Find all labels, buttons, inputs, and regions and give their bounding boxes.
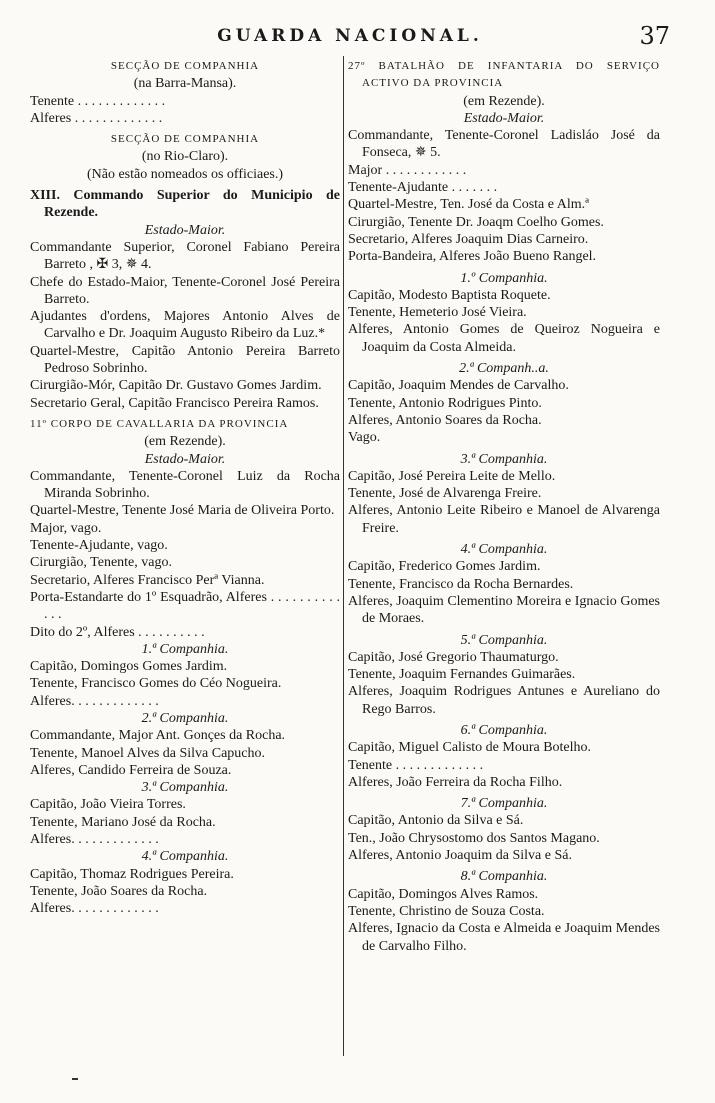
entry: Capitão, Antonio da Silva e Sá. (348, 813, 524, 829)
entry: Secretario Geral, Capitão Francisco Pereira Ramos. (30, 395, 319, 411)
entry: Capitão, Domingos Alves Ramos. (348, 886, 539, 902)
entry: Capitão, José Gregorio Thaumaturgo. (348, 649, 559, 665)
entry: Secretario, Alferes Joaquim Dias Carneiro. (348, 231, 589, 247)
entry: Commandante Superior, Coronel Fabiano Pereira Barreto , ✠ 3, ✵ 4. (30, 239, 340, 273)
entry: Capitão, João Vieira Torres. (30, 797, 186, 813)
section-title: SECÇÃO DE COMPANHIA (110, 133, 260, 146)
entry: Alferes, Antonio Gomes de Queiroz Nogueira e Joaquim da Costa Almeida. (348, 322, 660, 355)
entry: Capitão, Joaquim Mendes de Carvalho. (348, 378, 569, 394)
page-number: 37 (639, 22, 670, 50)
entry: Alferes, Candido Ferreira de Souza. (30, 762, 232, 778)
command-title: XIII. Commando Superior do Municipio de Rezende. (30, 188, 340, 221)
entry: Alferes, Antonio Soares da Rocha. (348, 412, 542, 428)
entry: Alferes, Antonio Leite Ribeiro e Manoel de Alvarenga Freire. (348, 503, 660, 536)
entry: Porta-Estandarte do 1º Esquadrão, Alferes . . . . . . . . . . . . . (30, 589, 340, 623)
company-title: 5.ª Companhia. (460, 632, 548, 648)
entry: Capitão, Modesto Baptista Roquete. (348, 287, 551, 303)
right-column (348, 58, 660, 955)
entry: Chefe do Estado-Maior, Tenente-Coronel José Pereira Barreto. (30, 274, 340, 307)
entry: Capitão, José Pereira Leite de Mello. (348, 468, 556, 484)
entry: Major, vago. (30, 520, 102, 536)
left-column (30, 58, 340, 918)
entry: Secretario, Alferes Francisco Perª Vianna. (30, 572, 265, 588)
entry: Ajudantes d'ordens, Majores Antonio Alves de Carvalho e Dr. Joaquim Augusto Ribeiro da Luz.* (30, 309, 340, 342)
entry: Porta-Bandeira, Alferes João Bueno Rangel. (348, 249, 597, 265)
entry: Ten., João Chrysostomo dos Santos Magano. (348, 830, 600, 846)
company-title: 1.ª Companhia. (141, 641, 229, 657)
page-header (30, 24, 670, 50)
section-title: 11º CORPO DE CAVALLARIA DA PROVINCIA (30, 417, 289, 430)
entry: Tenente . . . . . . . . . . . . . (348, 757, 484, 773)
company-title: 1.º Companhia. (460, 270, 548, 286)
entry: Tenente, Antonio Rodrigues Pinto. (348, 395, 542, 411)
section-note: (Não estão nomeados os officiaes.) (86, 166, 284, 182)
entry: Alferes, Joaquim Rodrigues Antunes e Aureliano do Rego Barros. (348, 684, 660, 717)
entry: Commandante, Tenente-Coronel Ladisláo José da Fonseca, ✵ 5. (348, 128, 660, 161)
entry: Dito do 2º, Alferes . . . . . . . . . . (30, 624, 205, 640)
section-place: (na Barra-Mansa). (133, 76, 237, 92)
section-place: (no Rio-Claro). (141, 149, 229, 165)
entry: Tenente, Joaquim Fernandes Guimarães. (348, 667, 576, 683)
entry: Quartel-Mestre, Capitão Antonio Pereira Barreto Pedroso Sobrinho. (30, 343, 340, 377)
entry: Alferes. . . . . . . . . . . . . (30, 693, 159, 709)
entry: Capitão, Domingos Gomes Jardim. (30, 659, 228, 675)
running-title: GUARDA NACIONAL. (217, 26, 483, 46)
entry: Tenente, Francisco Gomes do Céo Nogueira. (30, 676, 282, 692)
entry: Alferes, Joaquim Clementino Moreira e Ignacio Gomes de Moraes. (348, 593, 660, 627)
company-title: 8.ª Companhia. (460, 869, 548, 885)
company-title: 7.ª Companhia. (460, 796, 548, 812)
entry: Alferes, João Ferreira da Rocha Filho. (348, 774, 563, 790)
entry: Cirurgião, Tenente, vago. (30, 555, 172, 571)
entry: Tenente-Ajudante, vago. (30, 538, 168, 554)
entry: Alferes . . . . . . . . . . . . . (30, 110, 163, 126)
entry: Quartel-Mestre, Ten. José da Costa e Alm.ª (348, 197, 589, 213)
company-title: 4.ª Companhia. (141, 849, 229, 865)
entry: Quartel-Mestre, Tenente José Maria de Oliveira Porto. (30, 503, 335, 519)
entry: Cirurgião, Tenente Dr. Joaqm Coelho Gomes. (348, 214, 604, 230)
entry: Major . . . . . . . . . . . . (348, 162, 467, 178)
entry: Capitão, Frederico Gomes Jardim. (348, 559, 541, 575)
entry: Capitão, Miguel Calisto de Moura Botelho. (348, 740, 592, 756)
column-divider (343, 56, 344, 1056)
page-mark (72, 1078, 78, 1080)
company-title: 3.ª Companhia. (460, 451, 548, 467)
entry: Alferes. . . . . . . . . . . . . (30, 901, 159, 917)
entry: Alferes, Ignacio da Costa e Almeida e Joaquim Mendes de Carvalho Filho. (348, 921, 660, 954)
company-title: 2.ª Companh..a. (459, 361, 549, 377)
entry: Tenente, Manoel Alves da Silva Capucho. (30, 745, 266, 761)
entry: Tenente-Ajudante . . . . . . . (348, 180, 498, 196)
entry: Alferes, Antonio Joaquim da Silva e Sá. (348, 848, 572, 864)
entry: Tenente, Mariano José da Rocha. (30, 814, 216, 830)
subsection-title: Estado-Maior. (463, 110, 545, 126)
entry: Commandante, Major Ant. Gonçes da Rocha. (30, 728, 286, 744)
section-place: (em Rezende). (463, 93, 545, 109)
section-place: (em Rezende). (144, 434, 226, 450)
section-title: 27º BATALHÃO DE INFANTARIA DO SERVIÇO ACTIVO DA PROVINCIA (348, 60, 660, 90)
entry: Tenente, José de Alvarenga Freire. (348, 486, 542, 502)
entry: Vago. (348, 430, 381, 446)
company-title: 2.ª Companhia. (141, 710, 229, 726)
entry: Tenente, Francisco da Rocha Bernardes. (348, 576, 574, 592)
entry: Alferes. . . . . . . . . . . . . (30, 832, 159, 848)
entry: Tenente, Christino de Souza Costa. (348, 903, 545, 919)
section-title: SECÇÃO DE COMPANHIA (110, 60, 260, 72)
entry: Tenente, Hemeterio José Vieira. (348, 305, 527, 321)
company-title: 6.ª Companhia. (460, 722, 548, 738)
subsection-title: Estado-Maior. (144, 451, 226, 467)
entry: Tenente . . . . . . . . . . . . . (30, 93, 166, 109)
entry: Commandante, Tenente-Coronel Luiz da Rocha Miranda Sobrinho. (30, 468, 340, 502)
company-title: 4.ª Companhia. (460, 542, 548, 558)
subsection-title: Estado-Maior. (144, 222, 226, 238)
company-title: 3.ª Companhia. (141, 780, 229, 796)
entry: Tenente, João Soares da Rocha. (30, 883, 208, 899)
entry: Cirurgião-Mór, Capitão Dr. Gustavo Gomes Jardim. (30, 378, 322, 394)
entry: Capitão, Thomaz Rodrigues Pereira. (30, 866, 234, 882)
